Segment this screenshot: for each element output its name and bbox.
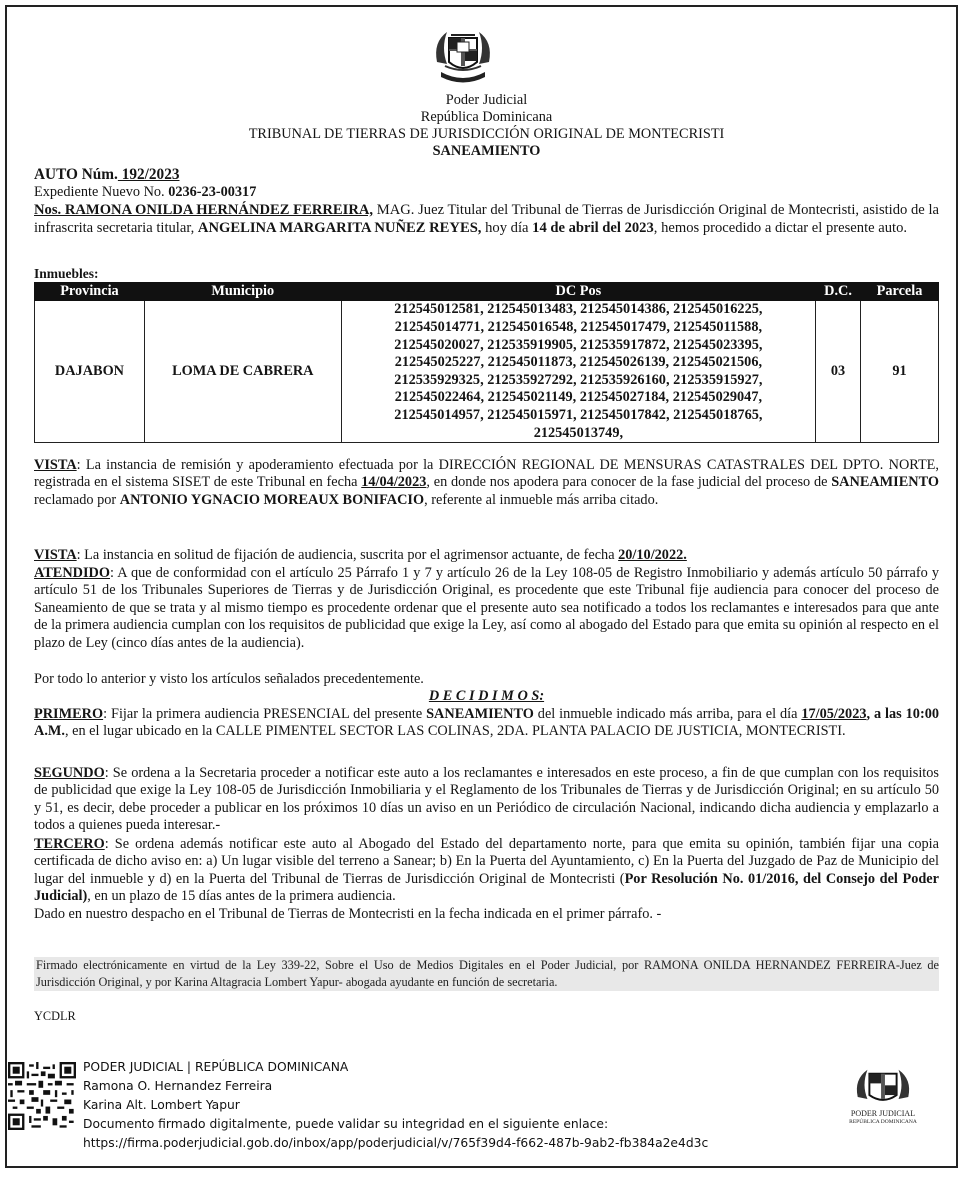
footer-title: PODER JUDICIAL | REPÚBLICA DOMINICANA [83,1060,349,1074]
footer-signer-2: Karina Alt. Lombert Yapur [83,1098,240,1112]
cell-dc-pos: 212545012581, 212545013483, 212545014386, 212545016225, 212545014771, 212545016548, 212545017479, 212545011588, 212545020027, 212535919905, 212535917872, 212545023395, 212545025227, 212545011873, 212545026139, 212545021506, 212535929325, 212535927292, 212535926160, 212535915927, 212545022464, 212545021149, 212545027184, 212545029047, 212545014957, 212545015971, 212545017842, 212545018765, 212545013749, [341,301,815,443]
footer [8,1058,948,1148]
col-parcela: Parcela [861,283,939,301]
col-dc: D.C. [816,283,861,301]
inmuebles-table-wrap [34,282,939,443]
atendido: ATENDIDO: A que de conformidad con el artículo 25 Párrafo 1 y 7 y artículo 26 de la Ley 108-05 de Registro Inmobiliario y además artículo 50 párrafo y artículo 51 de los Tribunales Superiores de Tierras y de Jurisdicción Original, es procedente que este Tribunal fije audiencia para conocer del proceso de Saneamiento de que se trata y al mismo tiempo es procedente ordenar que el presente auto sea notificado a todos los reclamantes e interesados para que ante de la primera audiencia cumplan con los requisitos de publicidad que exige la Ley, así como al abogado del Estado para que emita su opinión al respecto en el plazo de Ley (cinco días antes de la audiencia). [34,565,939,651]
segundo: SEGUNDO: Se ordena a la Secretaria proceder a notificar este auto a los reclamantes e interesados en este proceso, a fin de que cumplan con los requisitos de publicidad que exige la Ley 108-05 de Jurisdicción Inmobiliaria y el Reglamento de los Tribunales de Tierras y de Jurisdicción Original; en su artículo 50 y 51, es decir, debe proceder a publicar en los próximos 10 días un aviso en un Periódico de circulación Nacional, indicando dicha audiencia y emplazarlo a todos a quienes pueda interesar.- [34,765,939,834]
tercero: TERCERO: Se ordena además notificar este auto al Abogado del Estado del departamento norte, para que emita su opinión, también fijar una copia certificada de dicho aviso en: a) Un lugar visible del terreno a Sanear; b) En la Puerta del Ayuntamiento, c) En la Puerta del Juzgado de Paz de Municipio del lugar del inmueble y d) en la Puerta del Tribunal de Tierras de Jurisdicción Original de Montecristi (Por Resolución No. 01/2016, del Consejo del Poder Judicial), en un plazo de 15 días antes de la primera audiencia. [34,836,939,905]
auto-number: AUTO Núm. 192/2023 [34,166,180,183]
primero: PRIMERO: Fijar la primera audiencia PRESENCIAL del presente SANEAMIENTO del inmueble indicado más arriba, para el día 17/05/2023, a las 10:00 A.M., en el lugar ubicado en la CALLE PIMENTEL SECTOR LAS COLINAS, 2DA. PLANTA PALACIO DE JUSTICIA, MONTECRISTI. [34,706,940,740]
cell-provincia: DAJABON [35,301,145,443]
firmado-electronicamente: Firmado electrónicamente en virtud de la Ley 339-22, Sobre el Uso de Medios Digitales en el Poder Judicial, por RAMONA ONILDA HERNANDEZ FERREIRA-Juez de Jurisdicción Original, y por Karina Altagracia Lombert Yapur- abogada ayudante en función de secretaria. [36,958,939,989]
inmuebles-label: Inmuebles: [34,266,99,281]
inmuebles-table [34,282,939,443]
vista-2: VISTA: La instancia en solitud de fijación de audiencia, suscrita por el agrimensor actuante, de fecha 20/10/2022. [34,547,687,563]
header-poder-judicial: Poder Judicial [445,92,528,108]
dado-en: Dado en nuestro despacho en el Tribunal de Tierras de Montecristi en la fecha indicada en el primer párrafo. - [34,906,662,922]
footer-validation-link[interactable]: https://firma.poderjudicial.gob.do/inbox/app/poderjudicial/v/765f39d4-f662-487b-9ab2-fb384a2e4d3c [83,1136,709,1150]
initials: YCDLR [34,1009,76,1023]
table-header-row [35,283,939,301]
footer-signer-1: Ramona O. Hernandez Ferreira [83,1079,273,1093]
footer-validation-note: Documento firmado digitalmente, puede validar su integridad en el siguiente enlace: [83,1117,609,1131]
col-dc-pos: DC Pos [341,283,815,301]
coat-of-arms-icon [427,22,499,94]
header-saneamiento: SANEAMIENTO [432,143,541,159]
header [34,92,939,160]
header-tribunal: TRIBUNAL DE TIERRAS DE JURISDICCIÓN ORIGINAL DE MONTECRISTI [248,126,725,142]
qr-code-icon[interactable] [8,1062,76,1130]
cell-parcela: 91 [861,301,939,443]
intro-paragraph: Nos. RAMONA ONILDA HERNÁNDEZ FERREIRA, MAG. Juez Titular del Tribunal de Tierras de Jurisdicción Original de Montecristi, asistido de la infrascrita secretaria titular, ANGELINA MARGARITA NUÑEZ REYES, hoy día 14 de abril del 2023, hemos procedido a dictar el presente auto. [34,202,939,236]
header-republica: República Dominicana [420,109,553,125]
expediente: Expediente Nuevo No. 0236-23-00317 [34,184,257,200]
footer-seal-label: PODER JUDICIAL REPÚBLICA DOMINICANA [849,1109,917,1125]
cell-municipio: LOMA DE CABRERA [144,301,341,443]
table-row [35,301,939,443]
decidimos-heading: D E C I D I M O S: [428,688,545,704]
col-municipio: Municipio [144,283,341,301]
col-provincia: Provincia [35,283,145,301]
footer-text [83,1058,708,1153]
cell-dc: 03 [816,301,861,443]
por-todo: Por todo lo anterior y visto los artículos señalados precedentemente. [34,671,424,687]
vista-1: VISTA: La instancia de remisión y apoderamiento efectuada por la DIRECCIÓN REGIONAL DE MENSURAS CATASTRALES DEL DPTO. NORTE, registrada en el sistema SISET de este Tribunal en fecha 14/04/2023, en donde nos apodera para conocer de la fase judicial del proceso de SANEAMIENTO reclamado por ANTONIO YGNACIO MOREAUX BONIFACIO, referente al inmueble más arriba citado. [34,457,939,508]
